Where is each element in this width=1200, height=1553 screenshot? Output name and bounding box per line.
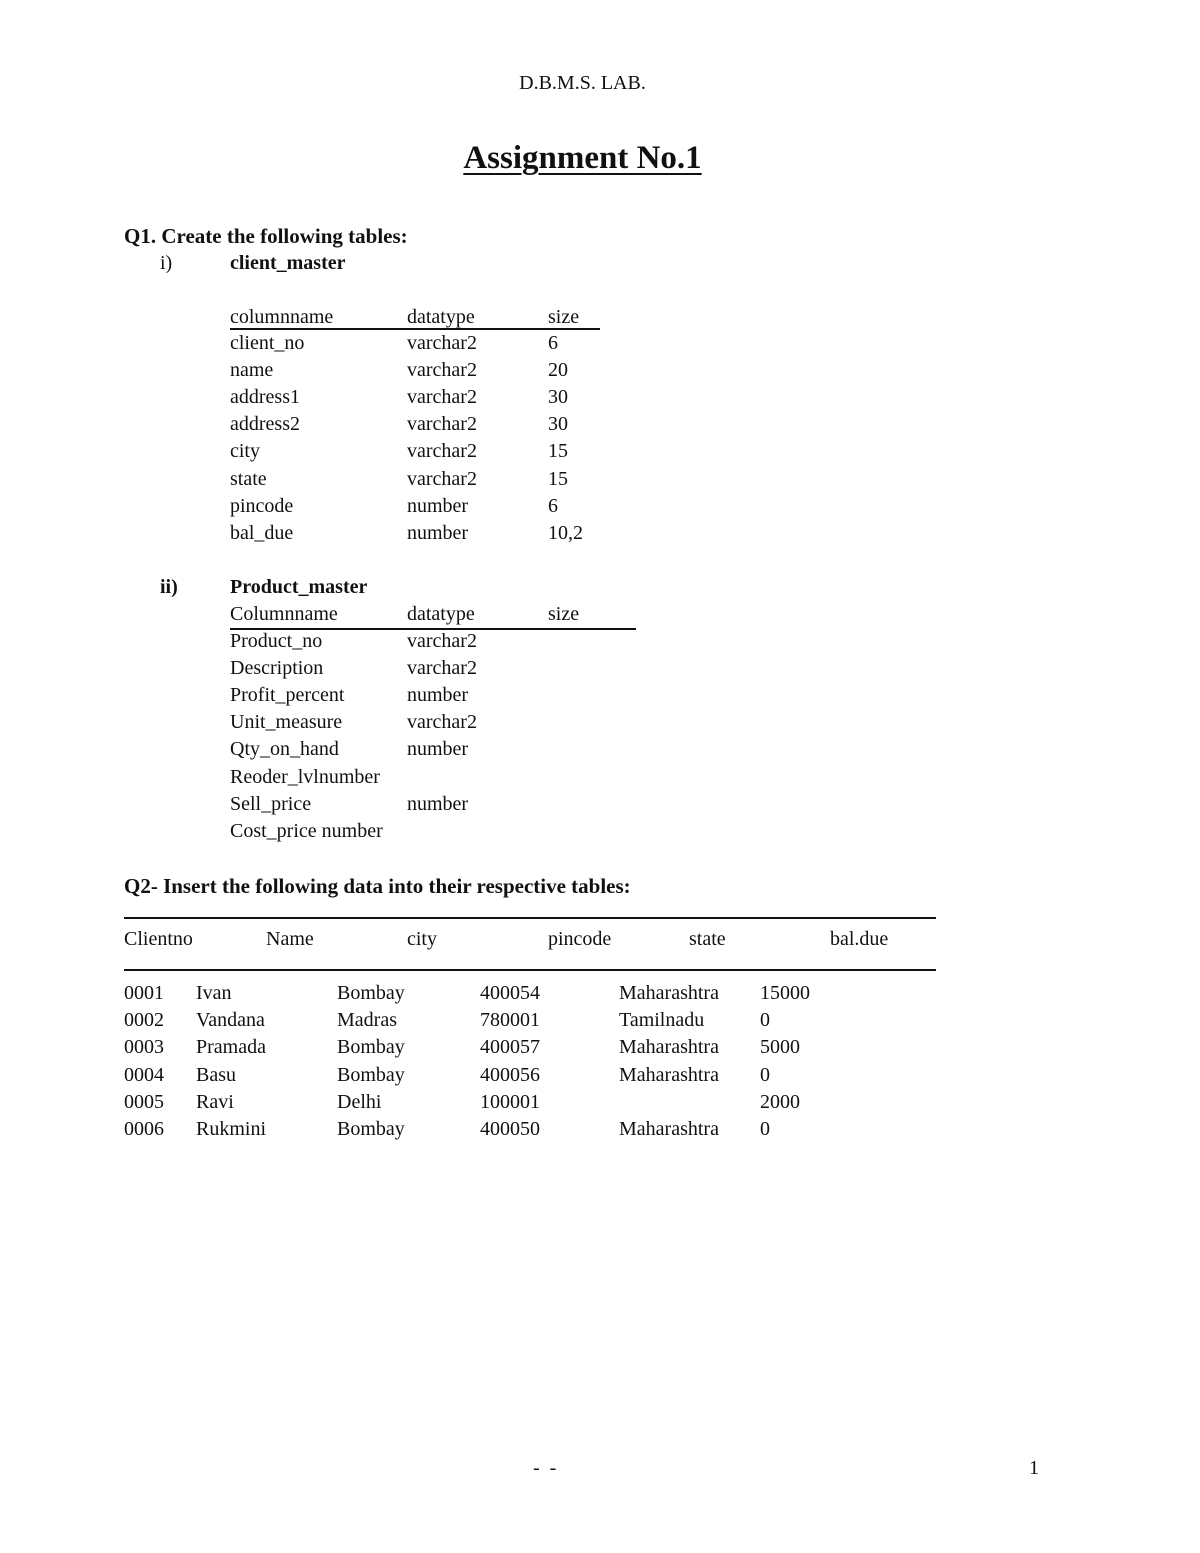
table2-row-2-datatype: varchar2 [407,657,477,680]
table2-row-6-columnname: Reoder_lvlnumber [230,765,380,788]
data-row-3-city: Bombay [337,1036,405,1059]
data-row-6-city: Bombay [337,1118,405,1140]
data-row-1-name: Ivan [196,982,232,1004]
table2-row-1-datatype: varchar2 [407,630,477,652]
table2-row-4-columnname: Unit_measure [230,711,343,734]
table1-name: client_master [230,252,346,274]
data-row-3-clientno: 0003 [124,1036,164,1059]
table1-row-5-columnname: city [230,440,260,463]
table1-row-1-datatype: varchar2 [407,332,477,354]
data-row-6-state: Maharashtra [619,1118,719,1140]
data-table-header-rule [124,969,936,971]
table1-row-6-columnname: state [230,467,267,490]
data-row-1-pincode: 400054 [480,982,540,1004]
data-row-2-name: Vandana [196,1009,265,1032]
table1-row-5-datatype: varchar2 [407,440,477,463]
data-row-6-pincode: 400050 [480,1118,540,1140]
table1-row-4-datatype: varchar2 [407,413,477,436]
table1-row-5-size: 15 [548,440,568,463]
data-row-2-city: Madras [337,1009,397,1032]
table1-col-header-datatype: datatype [407,306,475,328]
table2-row-5-columnname: Qty_on_hand [230,738,339,761]
table1-row-6-size: 15 [548,467,568,490]
table2-col-header-size: size [548,603,580,625]
table2-row-7-columnname: Sell_price [230,792,312,815]
table2-row-5-datatype: number [407,738,469,761]
data-row-2-pincode: 780001 [480,1009,540,1032]
table1-row-2-size: 20 [548,359,568,382]
data-row-1-clientno: 0001 [124,982,164,1004]
data-row-2-clientno: 0002 [124,1009,164,1032]
q2-heading: Q2- Insert the following data into their respective tables: [124,874,631,898]
data-row-2-baldue: 0 [760,1009,770,1032]
table2-row-7-datatype: number [407,792,469,815]
page-number: 1 [1029,1457,1039,1479]
page-title-text: Assignment No.1 [463,140,702,176]
table1-row-4-size: 30 [548,413,568,436]
table1-header-rule [230,328,600,330]
data-row-5-baldue: 2000 [760,1090,800,1113]
data-row-5-clientno: 0005 [124,1090,164,1113]
q1-heading: Q1. Create the following tables: [124,224,408,248]
table2-row-1-columnname: Product_no [230,630,323,652]
table1-row-8-size: 10,2 [548,521,583,544]
table1-numeral: i) [160,252,173,274]
data-row-6-clientno: 0006 [124,1118,164,1140]
data-col-header-clientno: Clientno [124,928,193,950]
data-row-4-name: Basu [196,1063,236,1086]
data-col-header-baldue: bal.due [830,928,889,950]
table2-row-2-columnname: Description [230,657,324,680]
table2-col-header-datatype: datatype [407,603,475,625]
data-row-4-clientno: 0004 [124,1063,164,1086]
table1-row-8-datatype: number [407,521,469,544]
table1-row-1-columnname: client_no [230,332,305,354]
data-row-3-baldue: 5000 [760,1036,800,1059]
table1-row-2-datatype: varchar2 [407,359,477,382]
table1-row-3-datatype: varchar2 [407,386,477,409]
table1-row-8-columnname: bal_due [230,521,294,544]
table2-row-3-columnname: Profit_percent [230,684,345,707]
data-col-header-pincode: pincode [548,928,612,950]
data-row-4-state: Maharashtra [619,1063,719,1086]
data-row-6-baldue: 0 [760,1118,770,1140]
page-header: D.B.M.S. LAB. [519,72,646,94]
data-row-6-name: Rukmini [196,1118,267,1140]
table2-col-header-columnname: Columnname [230,603,338,625]
footer-dashes: - - [533,1457,557,1479]
data-row-2-state: Tamilnadu [619,1009,705,1032]
data-col-header-name: Name [266,928,314,950]
page-title [0,140,1165,177]
data-row-1-city: Bombay [337,982,405,1004]
data-row-5-city: Delhi [337,1090,382,1113]
table1-row-4-columnname: address2 [230,413,300,436]
table1-col-header-size: size [548,306,580,328]
data-row-5-pincode: 100001 [480,1090,540,1113]
data-row-3-state: Maharashtra [619,1036,719,1059]
data-row-3-pincode: 400057 [480,1036,540,1059]
data-col-header-state: state [689,928,726,950]
table1-col-header-columnname: columnname [230,306,334,328]
data-table-top-rule [124,917,936,919]
data-row-3-name: Pramada [196,1036,266,1059]
data-row-1-baldue: 15000 [760,982,810,1004]
table1-row-7-datatype: number [407,494,469,517]
table1-row-1-size: 6 [548,332,558,354]
table1-row-6-datatype: varchar2 [407,467,477,490]
table2-numeral: ii) [160,576,178,598]
data-col-header-city: city [407,928,437,950]
table2-row-3-datatype: number [407,684,469,707]
table2-row-4-datatype: varchar2 [407,711,477,734]
table1-row-7-columnname: pincode [230,494,294,517]
table1-row-3-columnname: address1 [230,386,300,409]
data-row-4-city: Bombay [337,1063,405,1086]
data-row-4-baldue: 0 [760,1063,770,1086]
table1-row-2-columnname: name [230,359,274,382]
data-row-4-pincode: 400056 [480,1063,540,1086]
table2-row-8-columnname: Cost_price number [230,819,383,842]
table1-row-7-size: 6 [548,494,558,517]
data-row-1-state: Maharashtra [619,982,719,1004]
data-row-5-name: Ravi [196,1090,234,1113]
table2-name: Product_master [230,576,368,598]
table1-row-3-size: 30 [548,386,568,409]
